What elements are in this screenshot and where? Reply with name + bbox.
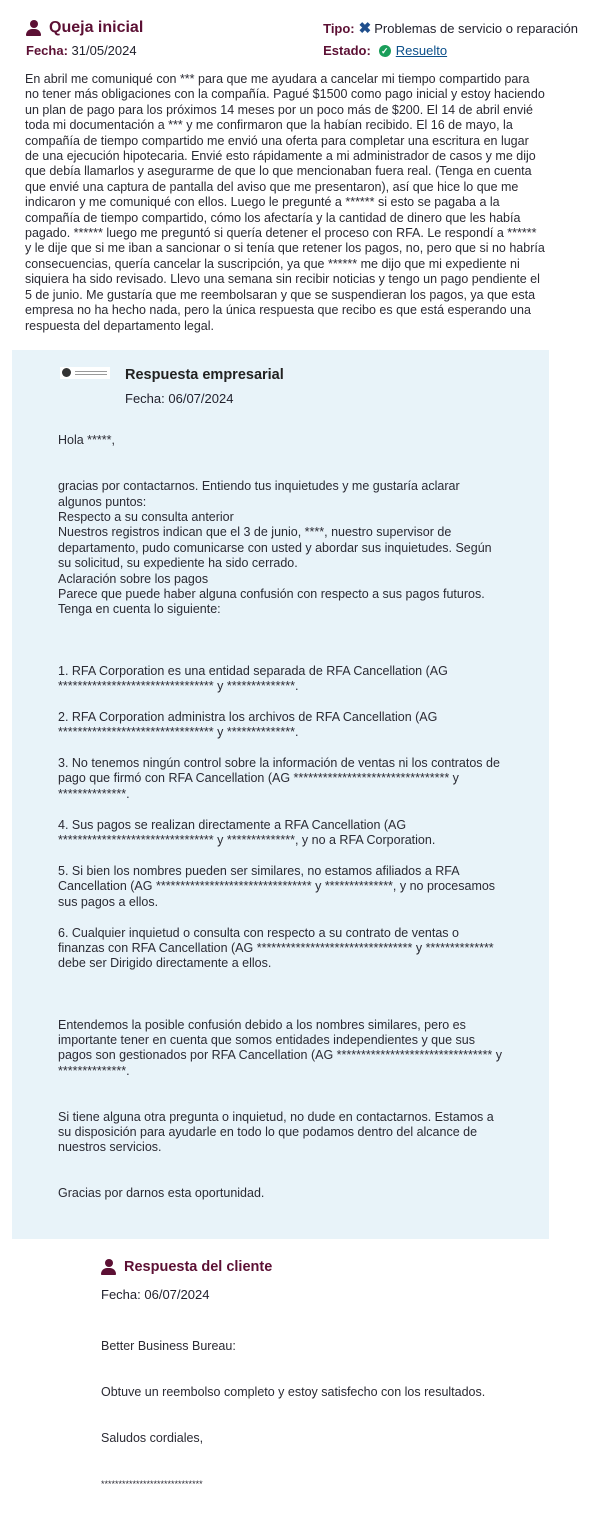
person-icon	[26, 20, 41, 36]
date-value: 06/07/2024	[144, 1287, 210, 1302]
thanks: Gracias por darnos esta oportunidad.	[58, 1186, 265, 1201]
point-item: 5. Si bien los nombres pueden ser similares, no estamos afiliados a RFA Cancellation (AG ******************************** y **************, y no procesamos sus pagos a ellos.	[58, 863, 496, 909]
point-item: 6. Cualquier inquietud o consulta con respecto a su contrato de ventas o finanzas con RFA Cancellation (AG ******************************** y ************** debe ser Dirigido directamente a ellos.	[58, 925, 494, 971]
signoff: Saludos cordiales,	[101, 1431, 204, 1446]
closing: Si tiene alguna otra pregunta o inquietud, no dude en contactarnos. Estamos a su disposición para ayudarle en todo lo que podamos dentro del alcance de nuestros servicios.	[58, 1109, 494, 1155]
greeting: Hola *****,	[58, 433, 115, 448]
customer-response-date	[101, 1287, 568, 1302]
message: Obtuve un reembolso completo y estoy satisfecho con los resultados.	[101, 1385, 486, 1400]
tools-icon: ✖	[358, 20, 372, 37]
point-item: 2. RFA Corporation administra los archivos de RFA Cancellation (AG ******************************** y **************.	[58, 709, 438, 740]
date-label: Fecha:	[125, 390, 165, 406]
date-label: Fecha:	[26, 43, 68, 58]
check-circle-icon: ✓	[379, 45, 391, 57]
company-logo	[60, 367, 110, 379]
customer-response-section	[101, 1259, 568, 1508]
signature: *****************************	[101, 1478, 203, 1489]
date-value: 06/07/2024	[168, 390, 234, 406]
customer-response-title-text: Respuesta del cliente	[124, 1259, 273, 1275]
business-response-title: Respuesta empresarial	[125, 366, 284, 383]
date-value: 31/05/2024	[71, 43, 137, 58]
salutation: Better Business Bureau:	[101, 1339, 236, 1354]
complaint-type	[323, 19, 578, 37]
status-link[interactable]: Resuelto	[395, 43, 448, 58]
customer-response-body	[101, 1324, 568, 1508]
initial-complaint-date	[26, 43, 143, 58]
business-response-body	[58, 418, 503, 1217]
date-label: Fecha:	[101, 1287, 141, 1302]
initial-complaint-header-left	[26, 19, 143, 58]
business-response-heading	[125, 367, 284, 406]
initial-complaint-body: En abril me comuniqué con *** para que me ayudara a cancelar mi tiempo compartido para no tener más obligaciones con la compañía. Pagué $1500 como pago inicial y estoy haciendo un plan de pago para los próximos 14 meses por un poco más de $200. El 14 de abril envié toda mi documentación a *** y me confirmaron que la habían recibido. El 16 de mayo, la compañía de tiempo compartido me envió una oferta para completar una escritura en lugar de una ejecución hipotecaria. Envié esto rápidamente a mi administrador de casos y me dijo que debía llamarlos y asegurarme de que lo que mencionaban fuera real. (Tenga en cuenta que envié una captura de pantalla del aviso que me presentaron), así que hice lo que me indicaron y me comuniqué con ellos. Luego le pregunté a ****** si esto se pagaba a la compañía de tiempo compartido, cómo los afectaría y la cantidad de dinero que les había pagado. ****** luego me preguntó si quería detener el proceso con RFA. Le respondí a ****** y le dije que si me iban a sancionar o si tenía que retener los pagos, no, pero que si no habría consecuencias, quería cancelar la suscripción, ya que ****** me dijo que mi expediente ni siquiera ha sido revisado. Llevo una semana sin recibir noticias y tengo un pago pendiente el 5 de junio. Me gustaría que me reembolsaran y que se suspendieran los pagos, ya que esta empresa no ha hecho nada, pero la única respuesta que recibo es que está esperando una respuesta del departamento legal.	[25, 72, 545, 333]
intro: gracias por contactarnos. Entiendo tus inquietudes y me gustaría aclarar algunos puntos: Respecto a su consulta anterior Nuestros registros indican que el 3 de junio, ****, nuestro supervisor de departamento, pudo comunicarse con usted y abordar sus inquietudes. Según su solicitud, su expediente ha sido cerrado. Aclaración sobre los pagos Parece que puede haber alguna confusión con respecto a sus pagos futuros. Tenga en cuenta lo siguiente:	[58, 479, 492, 617]
initial-complaint-header-right	[323, 19, 578, 58]
point-item: 3. No tenemos ningún control sobre la información de ventas ni los contratos de pago que firmó con RFA Cancellation (AG ******************************** y **************.	[58, 756, 500, 801]
customer-response-title	[101, 1259, 568, 1275]
status-label: Estado:	[323, 43, 371, 58]
initial-complaint-title-text: Queja inicial	[49, 19, 144, 36]
points-list	[58, 648, 503, 987]
type-label: Tipo:	[323, 20, 355, 36]
business-response-header	[58, 367, 503, 406]
complaint-status	[323, 43, 578, 58]
point-item: 4. Sus pagos se realizan directamente a RFA Cancellation (AG ******************************** y **************, y no a RFA Corporation.	[58, 817, 436, 848]
initial-complaint-header	[0, 0, 608, 58]
business-response-date	[125, 391, 284, 406]
business-response-panel	[12, 350, 549, 1239]
person-icon	[101, 1259, 116, 1275]
clarification: Entendemos la posible confusión debido a los nombres similares, pero es importante tener en cuenta que somos entidades independientes y que sus pagos son gestionados por RFA Cancellation (AG ******************************** y **************.	[58, 1017, 503, 1078]
type-value: Problemas de servicio o reparación	[374, 20, 578, 36]
point-item: 1. RFA Corporation es una entidad separada de RFA Cancellation (AG ******************************** y **************.	[58, 663, 448, 693]
initial-complaint-title	[26, 19, 143, 37]
